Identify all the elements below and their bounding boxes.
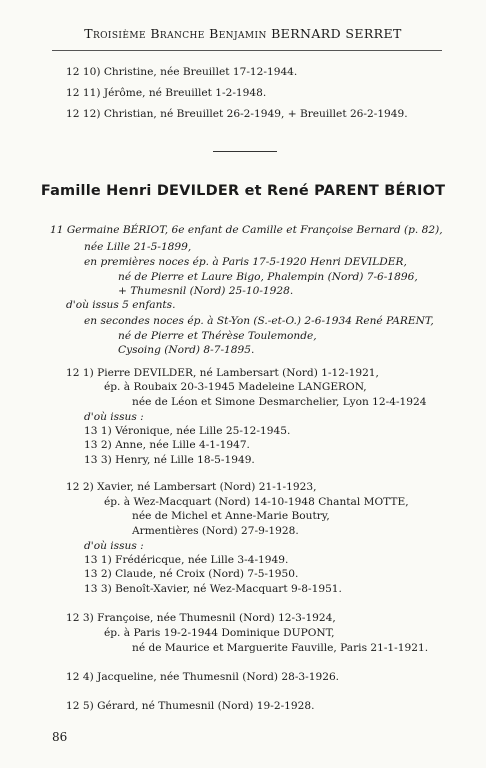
page-number: 86: [52, 730, 68, 744]
entry-christian: 12 12) Christian, né Breuillet 26-2-1949, + Breuillet 26-2-1949.: [66, 108, 408, 120]
genealogy-line: né de Pierre et Thérèse Toulemonde,: [118, 330, 317, 342]
genealogy-line: en premières noces ép. à Paris 17-5-1920 Henri DEVILDER,: [84, 256, 407, 268]
genealogy-line: d'où issus :: [84, 540, 144, 552]
genealogy-line: 13 1) Frédéricque, née Lille 3-4-1949.: [84, 554, 289, 566]
header-rule: [52, 50, 442, 51]
section-separator: [213, 151, 277, 152]
entry-christine: 12 10) Christine, née Breuillet 17-12-1944.: [66, 66, 298, 78]
genealogy-line: ép. à Roubaix 20-3-1945 Madeleine LANGERON,: [104, 381, 367, 393]
genealogy-line: née de Michel et Anne-Marie Boutry,: [132, 510, 330, 522]
genealogy-line: 12 5) Gérard, né Thumesnil (Nord) 19-2-1928.: [66, 700, 315, 712]
genealogy-line: ép. à Wez-Macquart (Nord) 14-10-1948 Chantal MOTTE,: [104, 496, 409, 508]
genealogy-line: née Lille 21-5-1899,: [84, 241, 192, 253]
entry-jerome: 12 11) Jérôme, né Breuillet 1-2-1948.: [66, 87, 267, 99]
section-title: Famille Henri DEVILDER et René PARENT BÉRIOT: [40, 183, 446, 199]
genealogy-line: Armentières (Nord) 27-9-1928.: [132, 525, 299, 537]
genealogy-line: 13 2) Claude, né Croix (Nord) 7-5-1950.: [84, 568, 299, 580]
genealogy-line: 12 4) Jacqueline, née Thumesnil (Nord) 28-3-1926.: [66, 671, 340, 683]
genealogy-line: en secondes noces ép. à St-Yon (S.-et-O.) 2-6-1934 René PARENT,: [84, 315, 434, 327]
genealogy-line: Cysoing (Nord) 8-7-1895.: [118, 344, 255, 356]
genealogy-line: 13 2) Anne, née Lille 4-1-1947.: [84, 439, 250, 451]
running-head: Troisième Branche Benjamin BERNARD SERRET: [84, 26, 402, 41]
genealogy-line: né de Pierre et Laure Bigo, Phalempin (Nord) 7-6-1896,: [118, 271, 418, 283]
genealogy-line: 12 2) Xavier, né Lambersart (Nord) 21-1-1923,: [66, 481, 317, 493]
genealogy-line: 12 1) Pierre DEVILDER, né Lambersart (Nord) 1-12-1921,: [66, 367, 379, 379]
genealogy-line: 13 1) Véronique, née Lille 25-12-1945.: [84, 425, 291, 437]
genealogy-line: d'où issus :: [84, 411, 144, 423]
genealogy-line: née de Léon et Simone Desmarchelier, Lyon 12-4-1924: [132, 396, 427, 408]
genealogy-line: 13 3) Benoît-Xavier, né Wez-Macquart 9-8-1951.: [84, 583, 342, 595]
genealogy-line: ép. à Paris 19-2-1944 Dominique DUPONT,: [104, 627, 335, 639]
genealogy-line: 11 Germaine BÉRIOT, 6e enfant de Camille et Françoise Bernard (p. 82),: [50, 224, 443, 236]
genealogy-line: 13 3) Henry, né Lille 18-5-1949.: [84, 454, 255, 466]
genealogy-line: d'où issus 5 enfants.: [66, 299, 176, 311]
genealogy-line: 12 3) Françoise, née Thumesnil (Nord) 12-3-1924,: [66, 612, 336, 624]
genealogy-line: + Thumesnil (Nord) 25-10-1928.: [118, 285, 294, 297]
genealogy-line: né de Maurice et Marguerite Fauville, Paris 21-1-1921.: [132, 642, 429, 654]
